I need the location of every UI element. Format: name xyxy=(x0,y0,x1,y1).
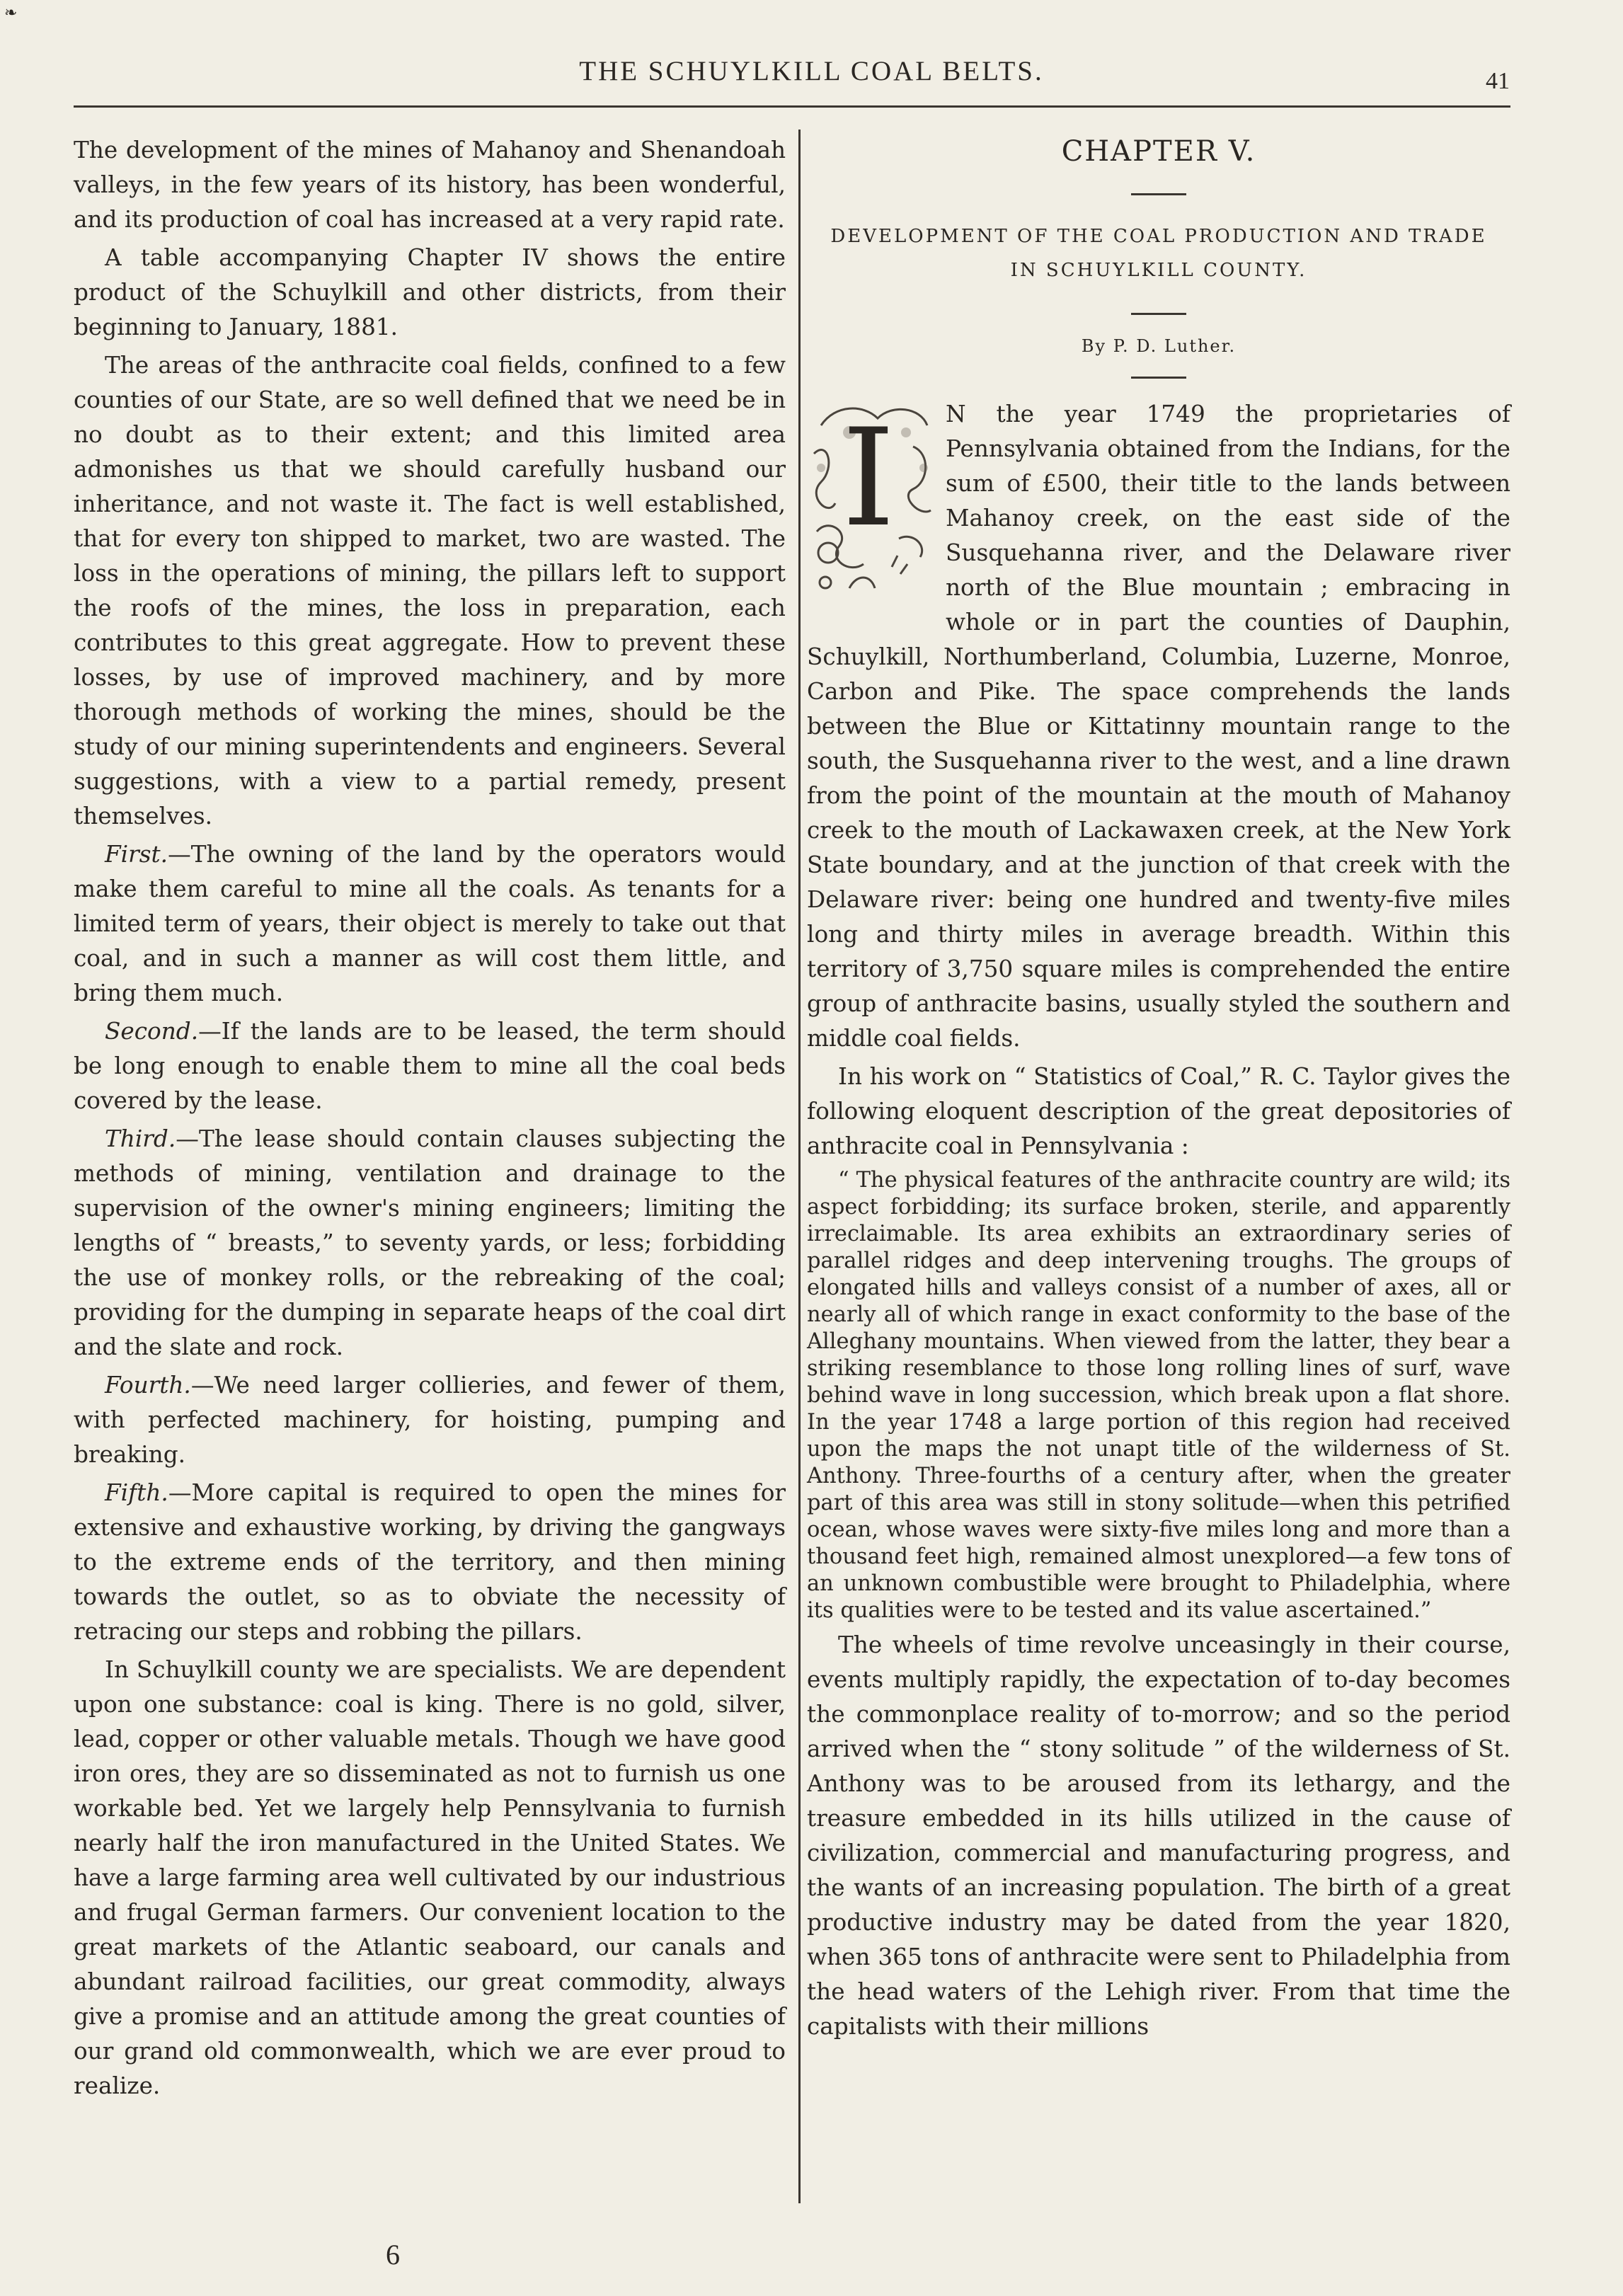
author-byline: By P. D. Luther. xyxy=(1081,336,1237,356)
right-column xyxy=(807,133,1510,2044)
drop-cap xyxy=(807,397,939,609)
suggestion-first-text: —The owning of the land by the operators would make them careful to mine all the coals. As tenants for a limited term of years, their object is merely to take out that coal, and in such a manner as will cost them little, and bring them much. xyxy=(74,841,786,1006)
left-paragraph-1: The development of the mines of Mahanoy and Shenandoah valleys, in the few years of its history, has been wonderful, and its production of coal has increased at a very rapid rate. xyxy=(74,137,786,233)
suggestion-fourth-text: —We need larger collieries, and fewer of them, with perfected machinery, for hoisting, pumping and breaking. xyxy=(74,1372,786,1468)
left-paragraph-last: In Schuylkill county we are specialists. We are dependent upon one substance: coal is king. There is no gold, silver, lead, copper or other valuable metals. Though we have good iron ores, they are so disseminated as not to furnish us one workable bed. Yet we largely help Pennsylvania to furnish nearly half the iron manufactured in the United States. We have a large farming area well cultivated by our industrious and frugal German farmers. Our convenient location to the great markets of the Atlantic seaboard, our canals and abundant railroad facilities, our great commodity, always give a promise and an attitude among the great counties of our grand old commonwealth, which we are ever proud to realize. xyxy=(74,1656,786,2099)
chapter-title: CHAPTER V. xyxy=(1061,135,1256,168)
suggestion-fifth-label: Fifth. xyxy=(105,1479,168,1506)
chapter-subtitle-line-2: IN SCHUYLKILL COUNTY. xyxy=(1010,260,1307,281)
column-rule xyxy=(798,130,801,2203)
suggestion-fifth xyxy=(74,1476,786,1649)
header-rule xyxy=(74,105,1510,108)
suggestion-third-text: —The lease should contain clauses subjecting the methods of mining, ventilation and drainage to the supervision of the owner's mining engineers; limiting the lengths of “ breasts,” to seventy yards, or less; forbidding the use of monkey rolls, or the rebreaking of the coal; providing for the dumping in separate heaps of the coal dirt and the slate and rock. xyxy=(74,1125,786,1360)
suggestion-third-label: Third. xyxy=(105,1125,176,1152)
suggestion-first-label: First. xyxy=(105,841,168,868)
suggestion-third xyxy=(74,1122,786,1365)
suggestion-second-text: —If the lands are to be leased, the term should be long enough to enable them to mine all the coal beds covered by the lease. xyxy=(74,1018,786,1114)
running-head: THE SCHUYLKILL COAL BELTS. xyxy=(579,56,1044,86)
page-number: 41 xyxy=(1486,68,1510,94)
drop-cap-letter: I xyxy=(842,400,895,556)
suggestion-second xyxy=(74,1014,786,1118)
suggestion-fourth xyxy=(74,1368,786,1472)
suggestion-first xyxy=(74,837,786,1011)
suggestion-second-label: Second. xyxy=(105,1018,199,1045)
right-paragraph-1: N the year 1749 the proprietaries of Pennsylvania obtained from the Indians, for the sum of £500, their title to the lands between Mahanoy creek, on the east side of the Susquehanna river, and the Delaware river north of the Blue mountain ; embracing in whole or in part the counties of Dauphin, Schuylkill, Northumberland, Columbia, Luzerne, Monroe, Carbon and Pike. The space comprehends the lands between the Blue or Kittatinny mountain range to the south, the Susquehanna river to the west, and a line drawn from the point of the mountain at the mouth of Mahanoy creek to the mouth of Lackawaxen creek, at the New York State boundary, and at the junction of that creek with the Delaware river: being one hundred and twenty-five miles long and thirty miles in average breadth. Within this territory of 3,750 square miles is comprehended the entire group of anthracite basins, usually styled the southern and middle coal fields. xyxy=(807,401,1510,1052)
right-paragraph-3: The wheels of time revolve unceasingly in their course, events multiply rapidly, the expectation of to-day becomes the commonplace reality of to-morrow; and so the period arrived when the “ stony solitude ” of the wilderness of St. Anthony was to be aroused from its lethargy, and the treasure embedded in its hills utilized in the cause of civilization, commercial and manufacturing progress, and the wants of an increasing population. The birth of a great productive industry may be dated from the year 1820, when 365 tons of anthracite were sent to Philadelphia from the head waters of the Lehigh river. From that time the capitalists with their millions xyxy=(807,1631,1510,2040)
signature-mark: 6 xyxy=(386,2239,400,2271)
left-paragraph-2: A table accompanying Chapter IV shows the entire product of the Schuylkill and other districts, from their beginning to January, 1881. xyxy=(74,244,786,340)
suggestion-fifth-text: —More capital is required to open the mines for extensive and exhaustive working, by driving the gangways to the extreme ends of the territory, and then mining towards the outlet, so as to obviate the necessity of retracing our steps and robbing the pillars. xyxy=(74,1479,786,1645)
suggestion-fourth-label: Fourth. xyxy=(105,1372,191,1399)
left-column xyxy=(74,133,786,2103)
block-quote: “ The physical features of the anthracite country are wild; its aspect forbidding; its surface broken, sterile, and apparently irreclaimable. Its area exhibits an extraordinary series of parallel ridges and deep intervening troughs. The groups of elongated hills and valleys consist of a number of axes, all or nearly all of which range in exact conformity to the base of the Alleghany mountains. When viewed from the latter, they bear a striking resemblance to those long rolling lines of surf, wave behind wave in long succession, which break upon a flat shore. In the year 1748 a large portion of this region had received upon the maps the not unapt title of the wilderness of St. Anthony. Three-fourths of a century after, when the greater part of this area was still in stony solitude—when this petrified ocean, whose waves were sixty-five miles long and more than a thousand feet high, remained almost unexplored—a few tons of an unknown combustible were brought to Philadelphia, where its qualities were to be tested and its value ascertained.” xyxy=(807,1168,1510,1623)
left-paragraph-3: The areas of the anthracite coal fields, confined to a few counties of our State, are so well defined that we need be in no doubt as to their extent; and this limited area admonishes us that we should carefully husband our inheritance, and not waste it. The fact is well established, that for every ton shipped to market, two are wasted. The loss in the operations of mining, the pillars left to support the roofs of the mines, the loss in preparation, each contributes to this great aggregate. How to prevent these losses, by use of improved machinery, and by more thorough methods of working the mines, should be the study of our mining superintendents and engineers. Several suggestions, with a view to a partial remedy, present themselves. xyxy=(74,352,786,830)
corner-mark: ❧ xyxy=(4,4,18,22)
right-paragraph-2: In his work on “ Statistics of Coal,” R. C. Taylor gives the following eloquent description of the great depositories of anthracite coal in Pennsylvania : xyxy=(807,1063,1510,1159)
chapter-subtitle-line-1: DEVELOPMENT OF THE COAL PRODUCTION AND TRADE xyxy=(830,226,1487,247)
